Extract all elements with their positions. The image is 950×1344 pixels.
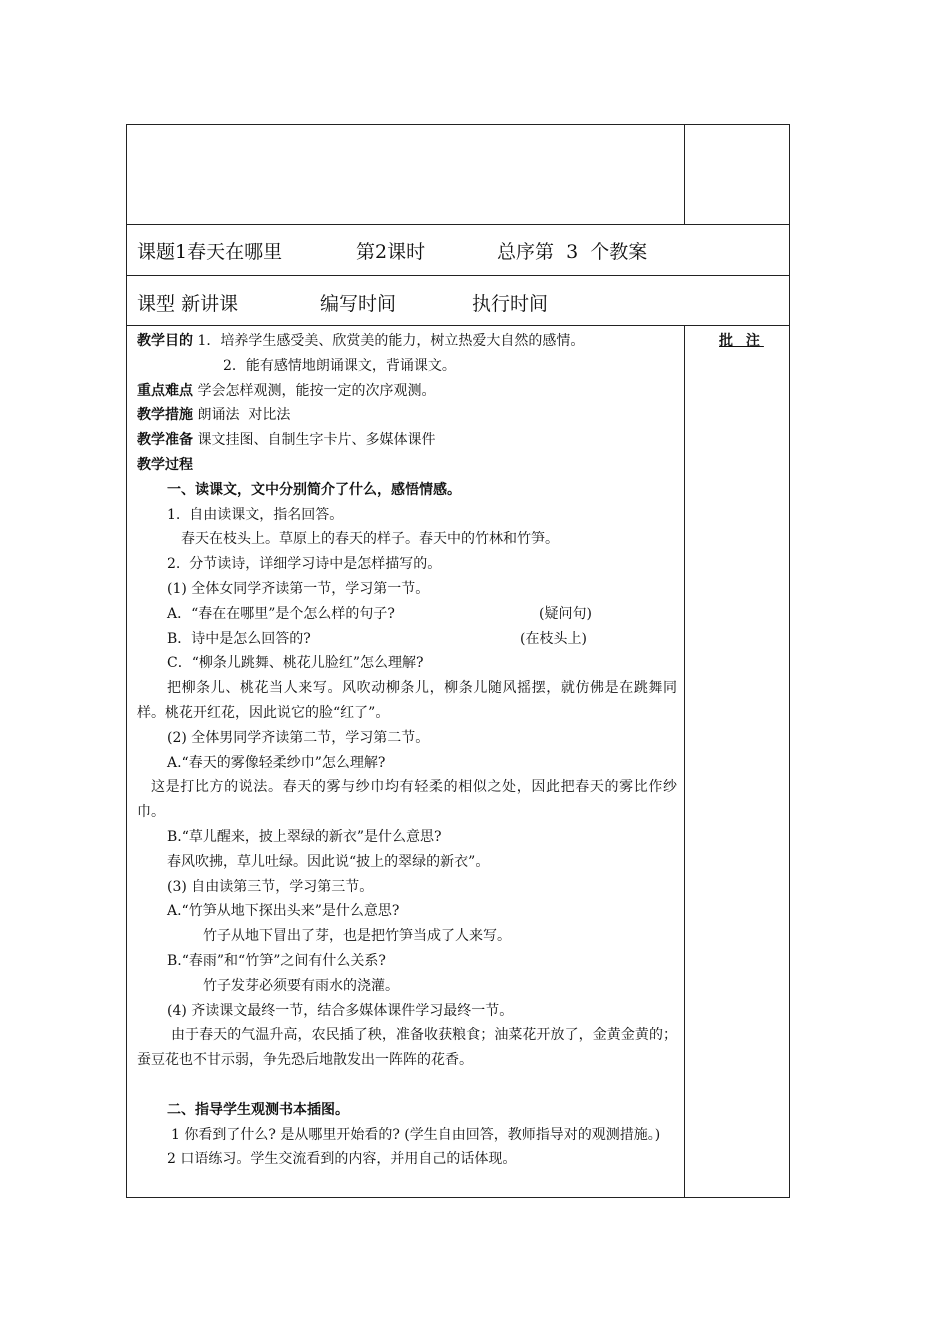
section3-question-b: B.“春雨”和“竹笋”之间有什么关系?: [167, 952, 386, 969]
spacer: [137, 1073, 677, 1098]
part2-heading: 二、指导学生观测书本插图。: [167, 1101, 349, 1118]
part1-heading: 一、读课文，文中分别简介了什么，感悟情感。: [167, 481, 461, 498]
goals-label: 教学目的: [137, 333, 193, 349]
row-divider: [126, 275, 790, 276]
answer-text: (在枝头上): [520, 630, 587, 647]
type-row: [137, 289, 238, 316]
lesson-body: [137, 329, 677, 1172]
topic-title: 1春天在哪里: [175, 241, 283, 263]
preparation-line: [137, 428, 677, 453]
section2-task: (2) 全体男同学齐读第二节，学习第二节。: [167, 729, 430, 746]
part1-step2: 2. 分节读诗，详细学习诗中是怎样描写的。: [167, 556, 442, 573]
section1-task: (1) 全体女同学齐读第一节，学习第一节。: [167, 580, 430, 597]
section2-answer-a: 这是打比方的说法。春天的雾与纱巾均有轻柔的相似之处，因此把春天的雾比作纱巾。: [137, 779, 677, 821]
goal-2: 2．能有感情地朗诵课文，背诵课文。: [223, 357, 456, 374]
exec-time: 执行时间: [472, 293, 549, 315]
process-label: 教学过程: [137, 456, 193, 473]
topic-row: [137, 237, 282, 264]
section3-answer-b: 竹子发芽必须要有雨水的浇灌。: [203, 977, 399, 994]
part2-question-2: 2 口语练习。学生交流看到的内容，并用自己的话体现。: [167, 1151, 517, 1168]
column-divider: [684, 325, 685, 1198]
key-points-text: 学会怎样观测，能按一定的次序观测。: [197, 382, 436, 399]
measures-line: [137, 403, 677, 428]
answer-text: (疑问句): [539, 605, 592, 622]
section2-answer-b: 春风吹拂，草儿吐绿。因此说“披上的翠绿的新衣”。: [167, 853, 490, 870]
section1-answer-c: 把柳条儿、桃花当人来写。风吹动柳条儿，柳条儿随风摇摆，就仿佛是在跳舞同样。桃花开红花，因此说它的脸“红了”。: [137, 680, 677, 721]
section4-answer: 由于春天的气温升高，农民插了秧，准备收获粮食；油菜花开放了，金黄金黄的；蚕豆花也不甘示弱，争先恐后地散发出一阵阵的花香。: [137, 1027, 677, 1069]
section1-question-c: C．“柳条儿跳舞、桃花儿脸红”怎么理解?: [167, 655, 424, 672]
notes-label: 批 注: [719, 333, 764, 349]
question-text: A．“春在在哪里”是个怎么样的句子?: [167, 605, 395, 622]
part2-question-1: 1 你看到了什么? 是从哪里开始看的? (学生自由回答，教师指导对的观测措施。): [171, 1126, 661, 1143]
measures-text: 朗诵法 对比法: [197, 407, 291, 424]
section2-question-b: B.“草儿醒来，披上翠绿的新衣”是什么意思?: [167, 828, 442, 845]
goals-line: [137, 329, 677, 354]
section3-task: (3) 自由读第三节，学习第三节。: [167, 878, 374, 895]
section3-question-a: A.“竹笋从地下探出头来”是什么意思?: [167, 903, 400, 920]
part1-step1: 1. 自由读课文，指名回答。: [167, 506, 344, 523]
key-points-line: [137, 379, 677, 404]
measures-label: 教学措施: [137, 407, 193, 424]
section2-question-a: A.“春天的雾像轻柔纱巾”怎么理解?: [167, 754, 386, 771]
part1-step1-answer: 春天在枝头上。草原上的春天的样子。春天中的竹林和竹笋。: [181, 531, 559, 548]
period: 第2课时: [356, 241, 426, 263]
topic-label: 课题: [137, 241, 176, 263]
type-label: 课型: [137, 293, 176, 315]
key-points-label: 重点难点: [137, 382, 193, 399]
sequence: 总序第 3 个教案: [497, 241, 648, 263]
preparation-label: 教学准备: [137, 432, 193, 449]
write-time: 编写时间: [320, 293, 397, 315]
row-divider: [126, 224, 790, 225]
goal-1: 1．培养学生感受美、欣赏美的能力，树立热爱大自然的感情。: [197, 333, 585, 349]
lesson-type: 新讲课: [181, 293, 239, 315]
preparation-text: 课文挂图、自制生字卡片、多媒体课件: [197, 432, 436, 449]
question-text: B．诗中是怎么回答的?: [167, 630, 311, 647]
section3-answer-a: 竹子从地下冒出了芽，也是把竹笋当成了人来写。: [203, 928, 511, 945]
column-divider: [684, 124, 685, 225]
section4-task: (4) 齐读课文最终一节，结合多媒体课件学习最终一节。: [167, 1002, 514, 1019]
row-divider: [126, 325, 790, 326]
section1-question-a: [137, 602, 677, 627]
section1-question-b: [137, 627, 677, 652]
